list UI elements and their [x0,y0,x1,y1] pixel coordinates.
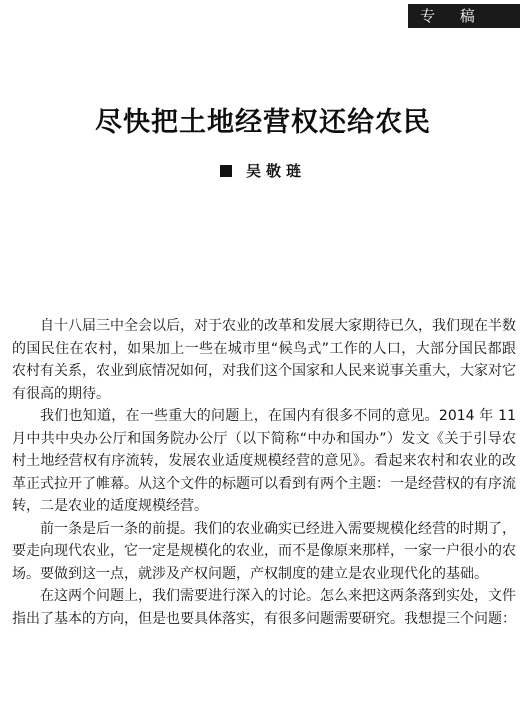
article-body [12,315,516,630]
paragraph-4: 在这两个问题上，我们需要进行深入的讨论。怎么来把这两条落到实处，文件指出了基本的方向，但是也要具体落实，有很多问题需要研究。我想提三个问题： [12,588,516,627]
section-tag: 专 稿 [408,4,520,28]
article-title: 尽快把土地经营权还给农民 [95,107,431,138]
byline [0,160,526,181]
paragraph-2: 我们也知道，在一些重大的问题上，在国内有很多不同的意见。2014 年 11 月中共中央办公厅和国务院办公厅（以下简称“中办和国办”）发文《关于引导农村土地经营权有序流转，发展农业适度规模经营的意见》。看起来农村和农业的改革正式拉开了帷幕。从这个文件的标题可以看到有两个主题：一是经营权的有序流转，二是农业的适度规模经营。 [12,408,516,514]
author-name: 吴敬琏 [245,162,306,180]
paragraph-3: 前一条是后一条的前提。我们的农业确实已经进入需要规模化经营的时期了，要走向现代农业，它一定是规模化的农业，而不是像原来那样，一家一户很小的农场。要做到这一点，就涉及产权问题，产权制度的建立是农业现代化的基础。 [12,520,516,582]
byline-square-icon [220,165,232,177]
paragraph-1: 自十八届三中全会以后，对于农业的改革和发展大家期待已久，我们现在半数的国民住在农村，如果加上一些在城市里“候鸟式”工作的人口，大部分国民都跟农村有关系，农业到底情况如何，对我们这个国家和人民来说事关重大，大家对它有很高的期待。 [12,318,516,402]
